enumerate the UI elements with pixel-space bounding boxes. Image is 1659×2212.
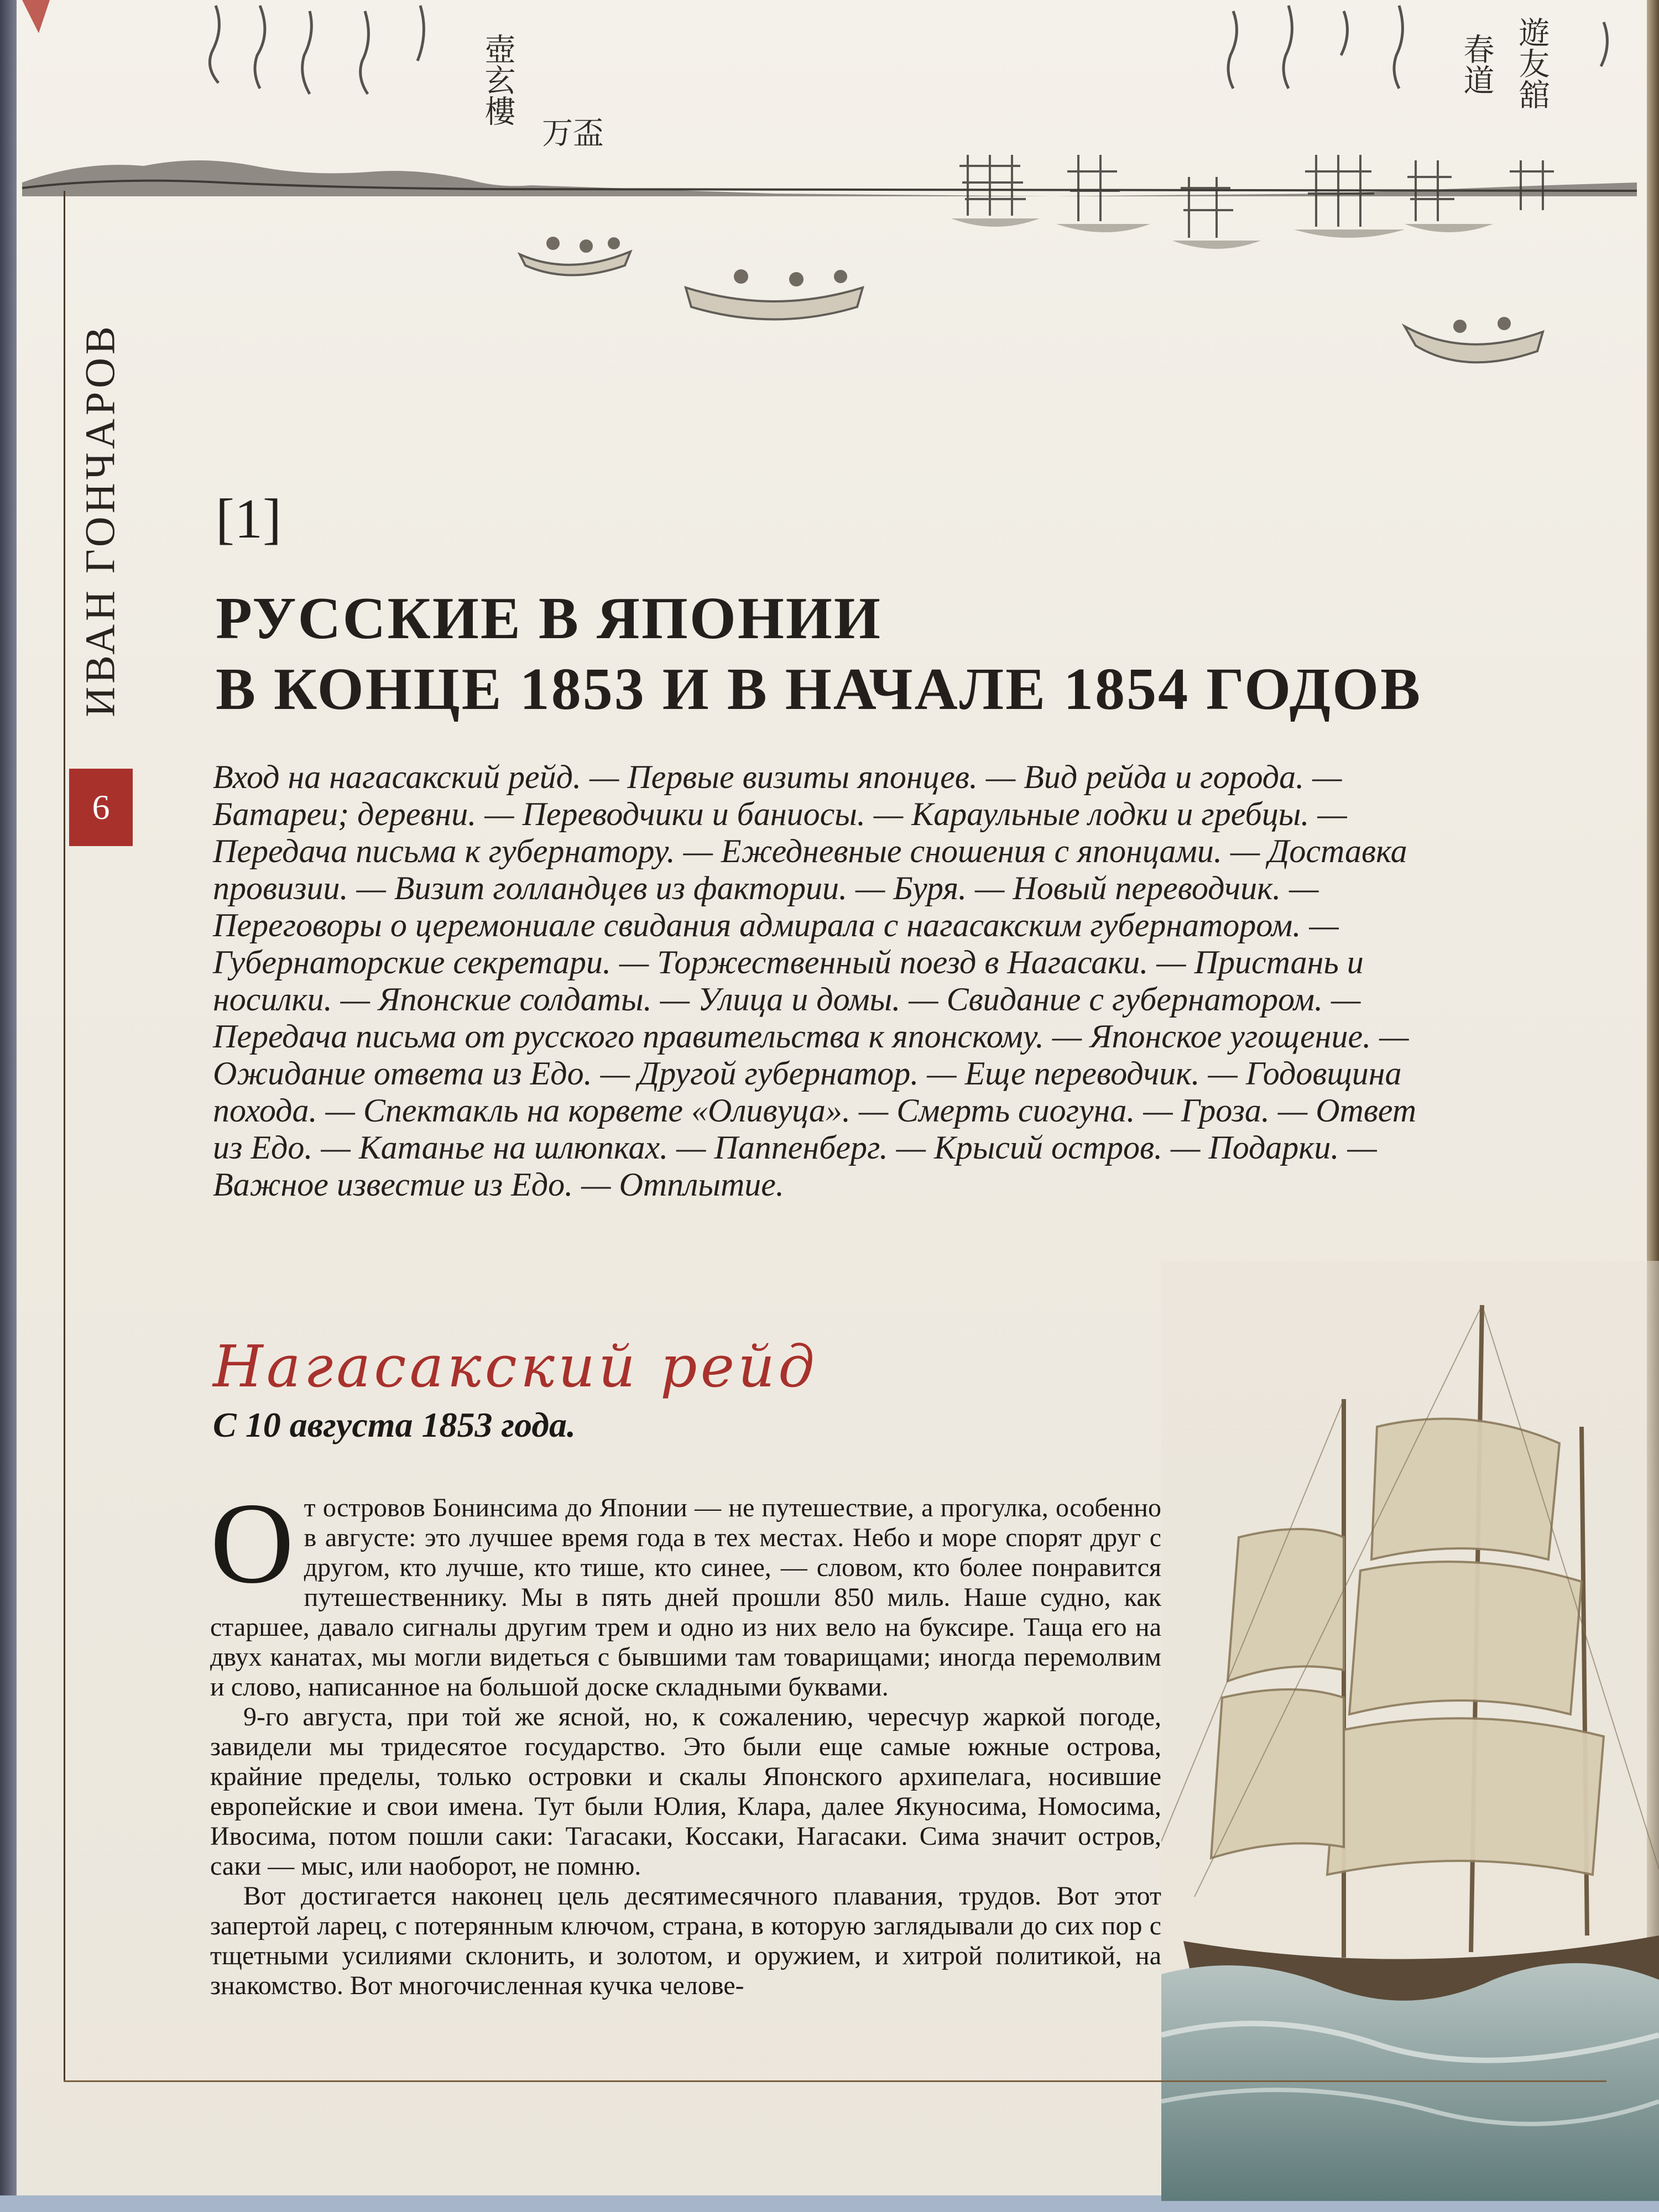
running-head-author bbox=[79, 310, 123, 730]
section-heading: Нагасакский рейд bbox=[213, 1333, 818, 1400]
calligraphy-4: 春道 bbox=[1458, 33, 1495, 95]
paragraph-1-text: т островов Бонинсима до Японии — не путешествие, а прогулка, особенно в августе: это лучшее время года в тех местах. Небо и море спорят друг с другом, кто лучше, кто тише, кто синее, — словом, кто более понравится путешественнику. Мы в пять дней прошли 850 миль. Наше судно, как старшее, давало сигналы другим трем и одно из них вело на буксире. Таща его на двух канатах, мы могли видеться с бывшими там товарищами; иногда перемолвим и слово, написанное на большой доске складными буквами. bbox=[210, 1493, 1161, 1702]
chapter-number: [1] bbox=[216, 488, 281, 550]
page-number-badge bbox=[69, 769, 133, 846]
paragraph-2: 9-го августа, при той же ясной, но, к сожалению, чересчур жаркой погоде, завидели мы тридесятое государство. Это были еще самые южные острова, крайние пределы, только островки и скалы Японского архипелага, носившие европейские и свои имена. Тут были Юлия, Клара, далее Якуносима, Номосима, Ивосима, потом пошли саки: Тагасаки, Коссаки, Нагасаки. Сима значит остров, саки — мыс, или наоборот, не помню. bbox=[210, 1702, 1161, 1881]
paragraph-1 bbox=[210, 1479, 1161, 1702]
page-frame-left-rule bbox=[64, 191, 65, 2082]
author-name: ИВАН ГОНЧАРОВ bbox=[77, 322, 124, 717]
calligraphy-1: 壺玄樓 bbox=[479, 33, 516, 126]
section-date: С 10 августа 1853 года. bbox=[213, 1405, 576, 1444]
chapter-title-line-1: РУССКИЕ В ЯПОНИИ bbox=[216, 586, 882, 651]
body-text bbox=[210, 1479, 1161, 2001]
chapter-title bbox=[216, 583, 1488, 725]
chapter-title-line-2: В КОНЦЕ 1853 И В НАЧАЛЕ 1854 ГОДОВ bbox=[216, 656, 1422, 722]
page-number: 6 bbox=[92, 787, 110, 827]
page-frame-bottom-rule bbox=[64, 2080, 1606, 2082]
harbor-illustration bbox=[0, 0, 1659, 398]
chapter-synopsis: Вход на нагасакский рейд. — Первые визиты японцев. — Вид рейда и города. — Батареи; деревни. — Переводчики и баниосы. — Караульные лодки и гребцы. — Передача письма к губернатору. — Ежедневные сношения с японцами. — Доставка провизии. — Визит голландцев из фактории. — Буря. — Новый переводчик. — Переговоры о церемониале свидания адмирала с нагасакским губернатором. — Губернаторские секретари. — Торжественный поезд в Нагасаки. — Пристань и носилки. — Японские солдаты. — Улица и домы. — Свидание с губернатором. — Передача письма от русского правительства к японскому. — Японское угощение. — Ожидание ответа из Едо. — Другой губернатор. — Еще переводчик. — Годовщина похода. — Спектакль на корвете «Оливуца». — Смерть сиогуна. — Гроза. — Ответ из Едо. — Катанье на шлюпках. — Паппенберг. — Крысий остров. — Подарки. — Важное известие из Едо. — Отплытие. bbox=[213, 759, 1417, 1203]
sailing-ship-illustration bbox=[1161, 1261, 1659, 2201]
drop-cap: О bbox=[210, 1479, 294, 1608]
calligraphy-3: 遊友舘 bbox=[1514, 17, 1550, 109]
paragraph-3: Вот достигается наконец цель десятимесячного плавания, трудов. Вот этот запертой ларец, с потерянным ключом, страна, в которую заглядывали до сих пор с тщетными усилиями склонить, и золотом, и оружием, и хитрой политикой, на знакомство. Вот многочисленная кучка челове- bbox=[210, 1881, 1161, 2000]
calligraphy-2: 万盃 bbox=[542, 116, 604, 152]
